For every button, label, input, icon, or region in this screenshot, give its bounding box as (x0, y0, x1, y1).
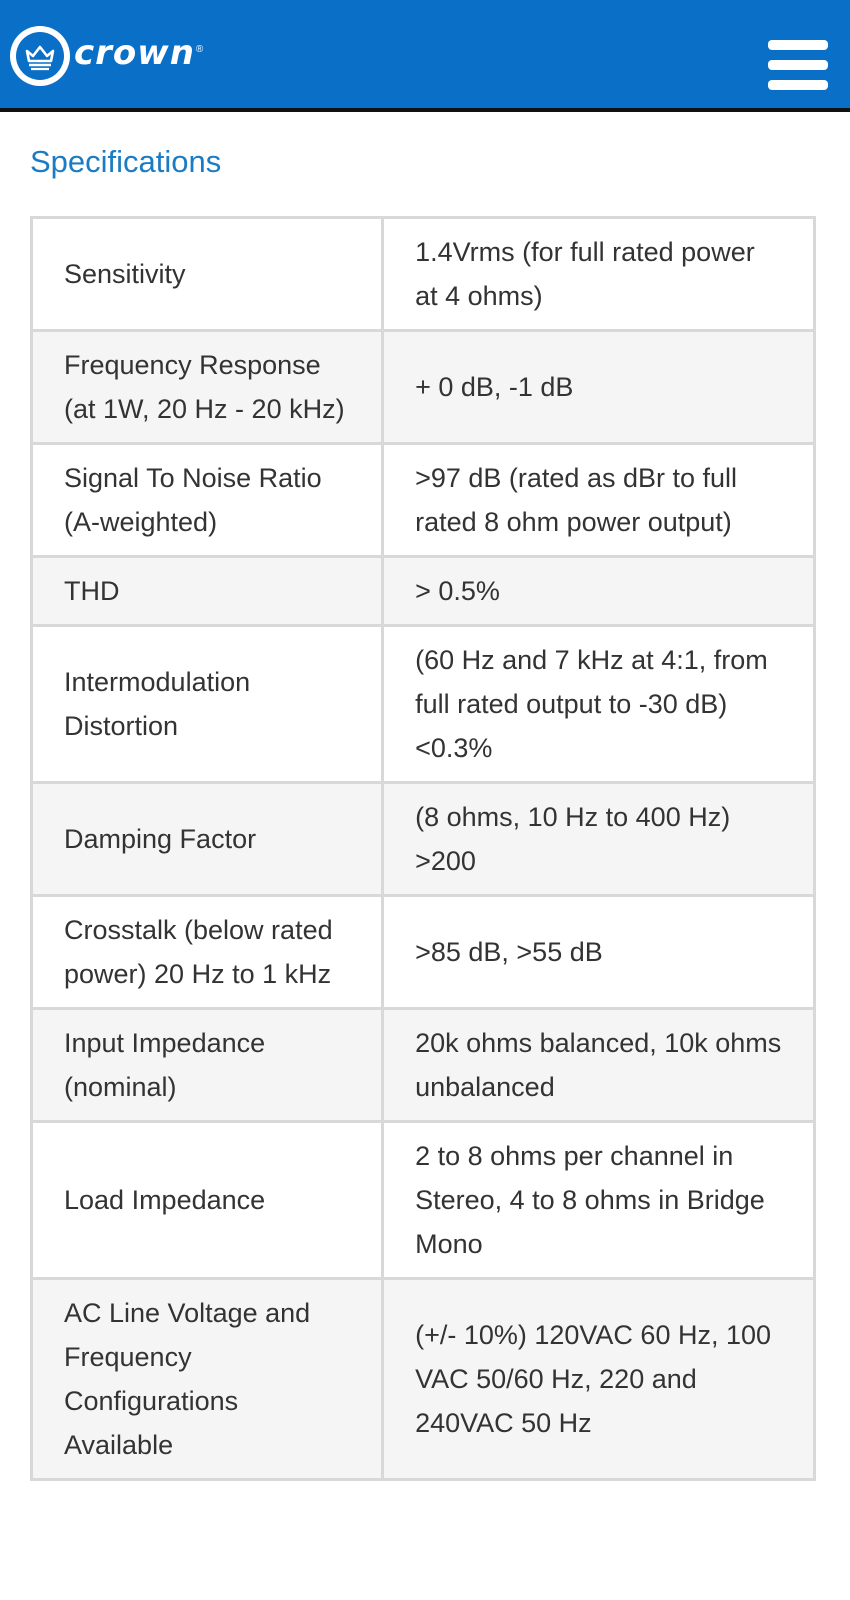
spec-value: >97 dB (rated as dBr to full rated 8 ohm power output) (383, 444, 815, 557)
page-title: Specifications (30, 144, 222, 179)
crown-logo[interactable] (10, 26, 203, 86)
spec-label: Input Impedance (nominal) (32, 1009, 383, 1122)
spec-value: (8 ohms, 10 Hz to 400 Hz) >200 (383, 783, 815, 896)
spec-value: 2 to 8 ohms per channel in Stereo, 4 to 8 ohms in Bridge Mono (383, 1122, 815, 1279)
spec-label: Signal To Noise Ratio (A-weighted) (32, 444, 383, 557)
spec-row (32, 557, 815, 626)
spec-label: AC Line Voltage and Frequency Configurations Available (32, 1279, 383, 1480)
spec-label: Sensitivity (32, 218, 383, 331)
hamburger-menu-icon[interactable] (768, 40, 828, 92)
spec-label: Damping Factor (32, 783, 383, 896)
spec-row (32, 1279, 815, 1480)
spec-row (32, 1122, 815, 1279)
spec-row (32, 1009, 815, 1122)
spec-row (32, 331, 815, 444)
spec-value: > 0.5% (383, 557, 815, 626)
spec-row (32, 444, 815, 557)
spec-value: 20k ohms balanced, 10k ohms unbalanced (383, 1009, 815, 1122)
site-header (0, 0, 850, 112)
spec-label: Intermodulation Distortion (32, 626, 383, 783)
specifications-table (30, 216, 816, 1481)
registered-mark: ® (195, 44, 204, 55)
spec-row (32, 783, 815, 896)
logo-wordmark: crown (74, 33, 195, 73)
spec-label: Frequency Response (at 1W, 20 Hz - 20 kHz) (32, 331, 383, 444)
spec-label: Load Impedance (32, 1122, 383, 1279)
spec-value: 1.4Vrms (for full rated power at 4 ohms) (383, 218, 815, 331)
spec-row (32, 218, 815, 331)
spec-label: THD (32, 557, 383, 626)
spec-value: + 0 dB, -1 dB (383, 331, 815, 444)
crown-emblem-icon (10, 26, 70, 86)
spec-label: Crosstalk (below rated power) 20 Hz to 1 kHz (32, 896, 383, 1009)
spec-row (32, 896, 815, 1009)
spec-row (32, 626, 815, 783)
spec-value: (60 Hz and 7 kHz at 4:1, from full rated output to -30 dB) <0.3% (383, 626, 815, 783)
spec-value: >85 dB, >55 dB (383, 896, 815, 1009)
spec-value: (+/- 10%) 120VAC 60 Hz, 100 VAC 50/60 Hz, 220 and 240VAC 50 Hz (383, 1279, 815, 1480)
